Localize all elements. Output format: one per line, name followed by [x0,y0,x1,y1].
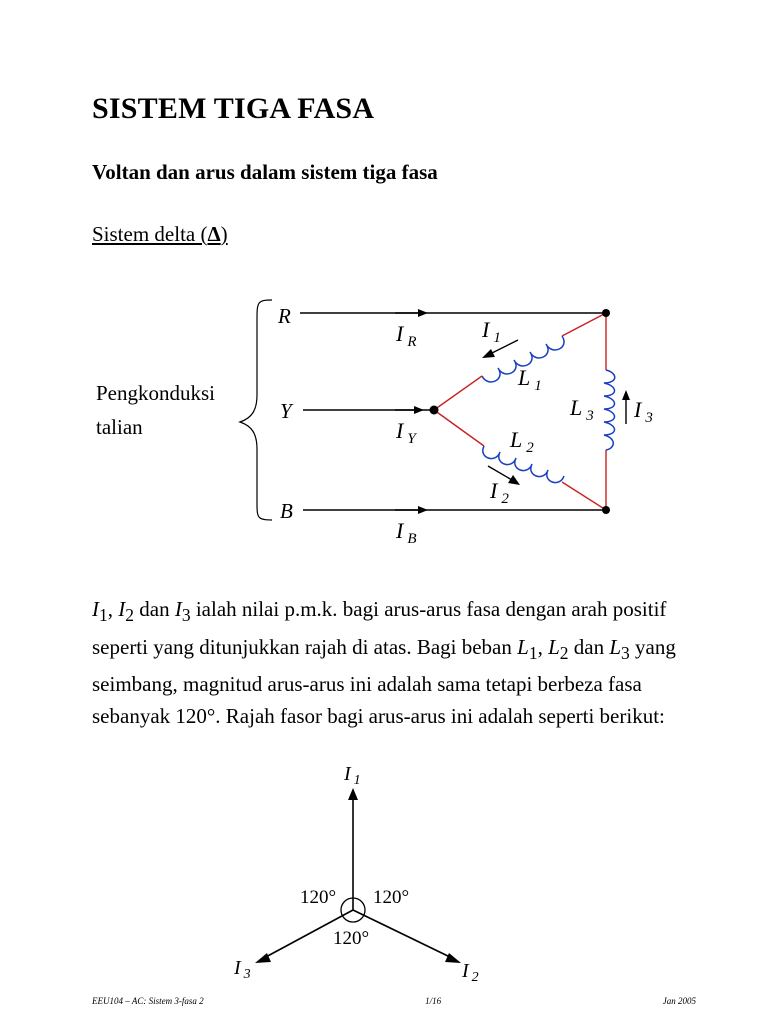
angle-label-left: 120° [300,887,337,908]
footer-date: Jan 2005 [662,996,696,1006]
phasor-i1-arrow [348,788,358,910]
page-subtitle: Voltan dan arus dalam sistem tiga fasa [92,160,438,184]
text-i: I [118,597,126,621]
label-i3: I $_3$ [634,397,653,426]
conductors-label-line1: Pengkonduksi [96,381,216,405]
line-label-b: B [280,499,293,523]
footer-page-number: 1/16 [425,996,442,1006]
text-comma: , [107,597,119,621]
text-l: L [609,634,622,659]
label-ir: I $_R$ [396,321,417,350]
angle-label-bottom: 120° [333,928,370,949]
phasor-label-i1: I $_1$ [344,763,361,788]
line-label-r: R [278,304,291,328]
text-body: yang seimbang, magnitud arus-arus ini adalah sama tetapi berbeza fasa sebanyak 120°. Rajah fasor bagi arus-arus ini adalah seperti berikut: [92,634,676,728]
text-comma: , [537,634,549,659]
sub-3: 3 [181,605,191,626]
footer-course: EEU104 – AC: Sistem 3-fasa 2 [92,996,204,1006]
line-label-y: Y [280,399,292,423]
text-l: L [548,634,560,659]
sub-1: 1 [99,605,108,626]
phasor-i2-arrow [353,910,461,963]
sub-3: 3 [621,642,630,663]
sub-1: 1 [528,642,538,663]
page-title: SISTEM TIGA FASA [92,92,375,125]
label-i2: I $_2$ [490,478,509,507]
phasor-label-i2: I $_2$ [462,960,479,985]
angle-label-right: 120° [373,887,410,908]
sub-2: 2 [559,642,569,663]
label-ib: I $_B$ [396,518,417,547]
text-i: I [174,597,182,621]
text-i: I [92,597,99,621]
section-heading-close: ) [220,222,228,246]
text-dan: dan [568,634,610,659]
delta-symbol: Δ [207,222,221,246]
conductors-label-line2: talian [96,415,143,439]
text-l: L [517,634,529,659]
label-l1: L $_1$ [518,365,542,394]
label-i1: I $_1$ [482,317,501,346]
label-l2: L $_2$ [510,427,534,456]
sub-2: 2 [125,605,134,626]
text-dan: dan [134,597,175,621]
label-iy: I $_Y$ [396,418,416,447]
section-heading-text: Sistem delta ( [92,222,208,246]
page-footer [92,996,696,1006]
label-l3: L $_3$ [570,395,594,424]
text-body: ialah nilai p.m.k. bagi arus-arus fasa dengan arah positif seperti yang ditunjukkan rajah di atas. Bagi beban [92,597,667,659]
phasor-label-i3: I $_3$ [234,957,251,982]
